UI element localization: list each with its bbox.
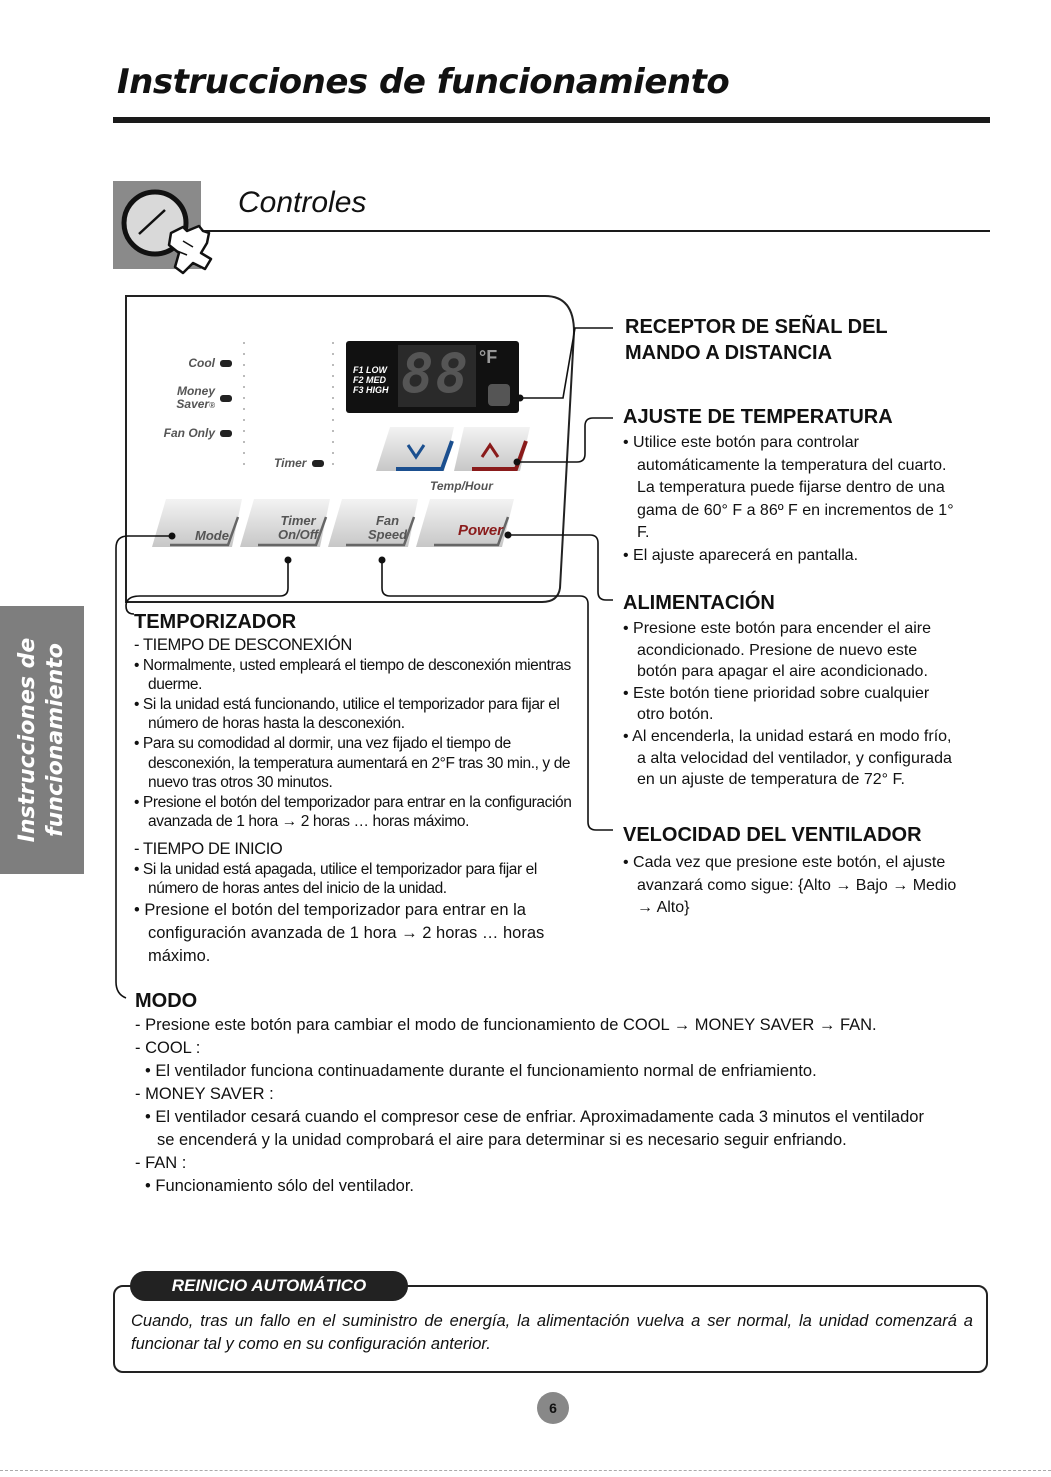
money-saver-label-line2: Saver [176, 397, 210, 411]
fan-speed-f2-label: F2 MED [353, 375, 387, 385]
side-tab-line2: funcionamiento [43, 643, 68, 837]
bottom-rule [0, 1470, 1051, 1471]
modo-money-saver-bullet: • El ventilador cesará cuando el compresor cese de enfriar. Aproximadamente cada 3 minutos el ventilador se encenderá y la unidad comprobará el aire para determinar si es necesario seguir enfriando. [145, 1108, 924, 1149]
power-button-label: Power [458, 522, 504, 539]
fan-speed-f1-label: F1 LOW [353, 365, 387, 375]
temp-hour-buttons [374, 425, 534, 473]
pointing-hand-knob-icon [113, 181, 213, 276]
mode-button-label: Mode [195, 528, 229, 543]
receptor-title-line2: MANDO A DISTANCIA [625, 342, 833, 364]
cool-indicator-led [220, 360, 232, 367]
temporizador-inicio-bullet-1: • Si la unidad está apagada, utilice el temporizador para fijar el número de horas antes del inicio de la unidad. [134, 860, 537, 898]
modo-fan-bullet: • Funcionamiento sólo del ventilador. [145, 1177, 415, 1195]
velocidad-title: VELOCIDAD DEL VENTILADOR [623, 824, 922, 846]
temperature-digits: 88 [401, 342, 471, 405]
timer-indicator-label: Timer [274, 456, 307, 470]
ajuste-bullet-2: • El ajuste aparecerá en pantalla. [623, 546, 859, 564]
alimentacion-bullet-1: • Presione este botón para encender el aire acondicionado. Presione de nuevo este botón para apagar el aire acondicionado. [623, 620, 932, 681]
modo-fan-label: - FAN : [135, 1154, 187, 1172]
reinicio-title: REINICIO AUTOMÁTICO [130, 1271, 408, 1301]
temporizador-desconexion-bullet-3: • Para su comodidad al dormir, una vez fijado el tiempo de desconexión, la temperatura aumentará en 2°F tras 30 min., y de nuevo tras otros 30 minutos. [134, 734, 571, 792]
tiempo-desconexion-subtitle: - TIEMPO DE DESCONEXIÓN [134, 636, 352, 654]
control-panel [122, 292, 577, 604]
modo-cool-label: - COOL : [135, 1039, 201, 1057]
ajuste-title: AJUSTE DE TEMPERATURA [623, 406, 893, 428]
fan-button-label-line2: Speed [368, 527, 408, 542]
modo-title: MODO [135, 990, 198, 1012]
temporizador-title: TEMPORIZADOR [134, 611, 297, 633]
fan-button-label-line1: Fan [375, 513, 400, 528]
temporizador-desconexion-bullet-1: • Normalmente, usted empleará el tiempo de desconexión mientras duerme. [134, 656, 571, 694]
fan-only-label: Fan Only [163, 426, 215, 440]
ajuste-bullet-1: • Utilice este botón para controlar automáticamente la temperatura del cuarto. La temperatura puede fijarse dentro de una gama de 60° F a 86º F en incrementos de 1° F. [623, 434, 954, 541]
title-divider [113, 117, 990, 123]
fan-only-indicator-led [220, 430, 232, 437]
tiempo-inicio-subtitle: - TIEMPO DE INICIO [134, 839, 283, 858]
temporizador-desconexion-bullet-4: • Presione el botón del temporizador para entrar en la configuración avanzada de 1 hora → 2 horas … horas máximo. [134, 793, 572, 831]
alimentacion-title: ALIMENTACIÓN [623, 592, 775, 614]
side-tab-line1: Instrucciones de [15, 637, 40, 843]
page-number: 6 [537, 1392, 569, 1424]
modo-money-saver-label: - MONEY SAVER : [135, 1085, 274, 1103]
alimentacion-bullet-3: • Al encenderla, la unidad estará en modo frío, a alta velocidad del ventilador, y configurada en un ajuste de temperatura de 72° F. [623, 727, 952, 789]
receptor-title-line1: RECEPTOR DE SEÑAL DEL [625, 316, 888, 338]
modo-cool-bullet: • El ventilador funciona continuadamente durante el funcionamiento normal de enfriamiento. [145, 1062, 817, 1080]
fan-speed-f3-label: F3 HIGH [353, 385, 389, 395]
remote-signal-receiver [488, 384, 510, 406]
timer-indicator-led [312, 460, 324, 467]
alimentacion-bullet-2: • Este botón tiene prioridad sobre cualquier otro botón. [623, 684, 930, 724]
section-divider [204, 230, 990, 232]
temporizador-desconexion-bullet-2: • Si la unidad está funcionando, utilice el temporizador para fijar el número de horas hasta la desconexión. [134, 695, 560, 733]
cool-label: Cool [188, 356, 215, 370]
fahrenheit-unit: °F [479, 347, 498, 367]
section-title: Controles [238, 186, 367, 219]
money-saver-indicator-led [220, 395, 232, 402]
temporizador-inicio-bullet-2: • Presione el botón del temporizador para entrar en la configuración avanzada de 1 hora → 2 horas … horas máximo. [134, 900, 545, 965]
reinicio-text: Cuando, tras un fallo en el suministro de energía, la alimentación vuelva a ser normal, la unidad comenzará a funcionar tal y como en su configuración anterior. [131, 1312, 973, 1353]
page-title: Instrucciones de funcionamiento [117, 62, 730, 102]
timer-button-label-line1: Timer [280, 513, 316, 528]
money-saver-label-line1: Money [176, 384, 215, 398]
velocidad-bullet-1: • Cada vez que presione este botón, el ajuste avanzará como sigue: {Alto → Bajo → Medio → Alto} [623, 854, 957, 916]
led-display [346, 341, 519, 413]
modo-line-1: - Presione este botón para cambiar el modo de funcionamiento de COOL → MONEY SAVER → FAN. [135, 1016, 877, 1034]
registered-mark: ® [209, 401, 215, 410]
side-tab [0, 606, 84, 874]
timer-button-label-line2: On/Off [278, 527, 319, 542]
temp-hour-label: Temp/Hour [430, 479, 493, 493]
